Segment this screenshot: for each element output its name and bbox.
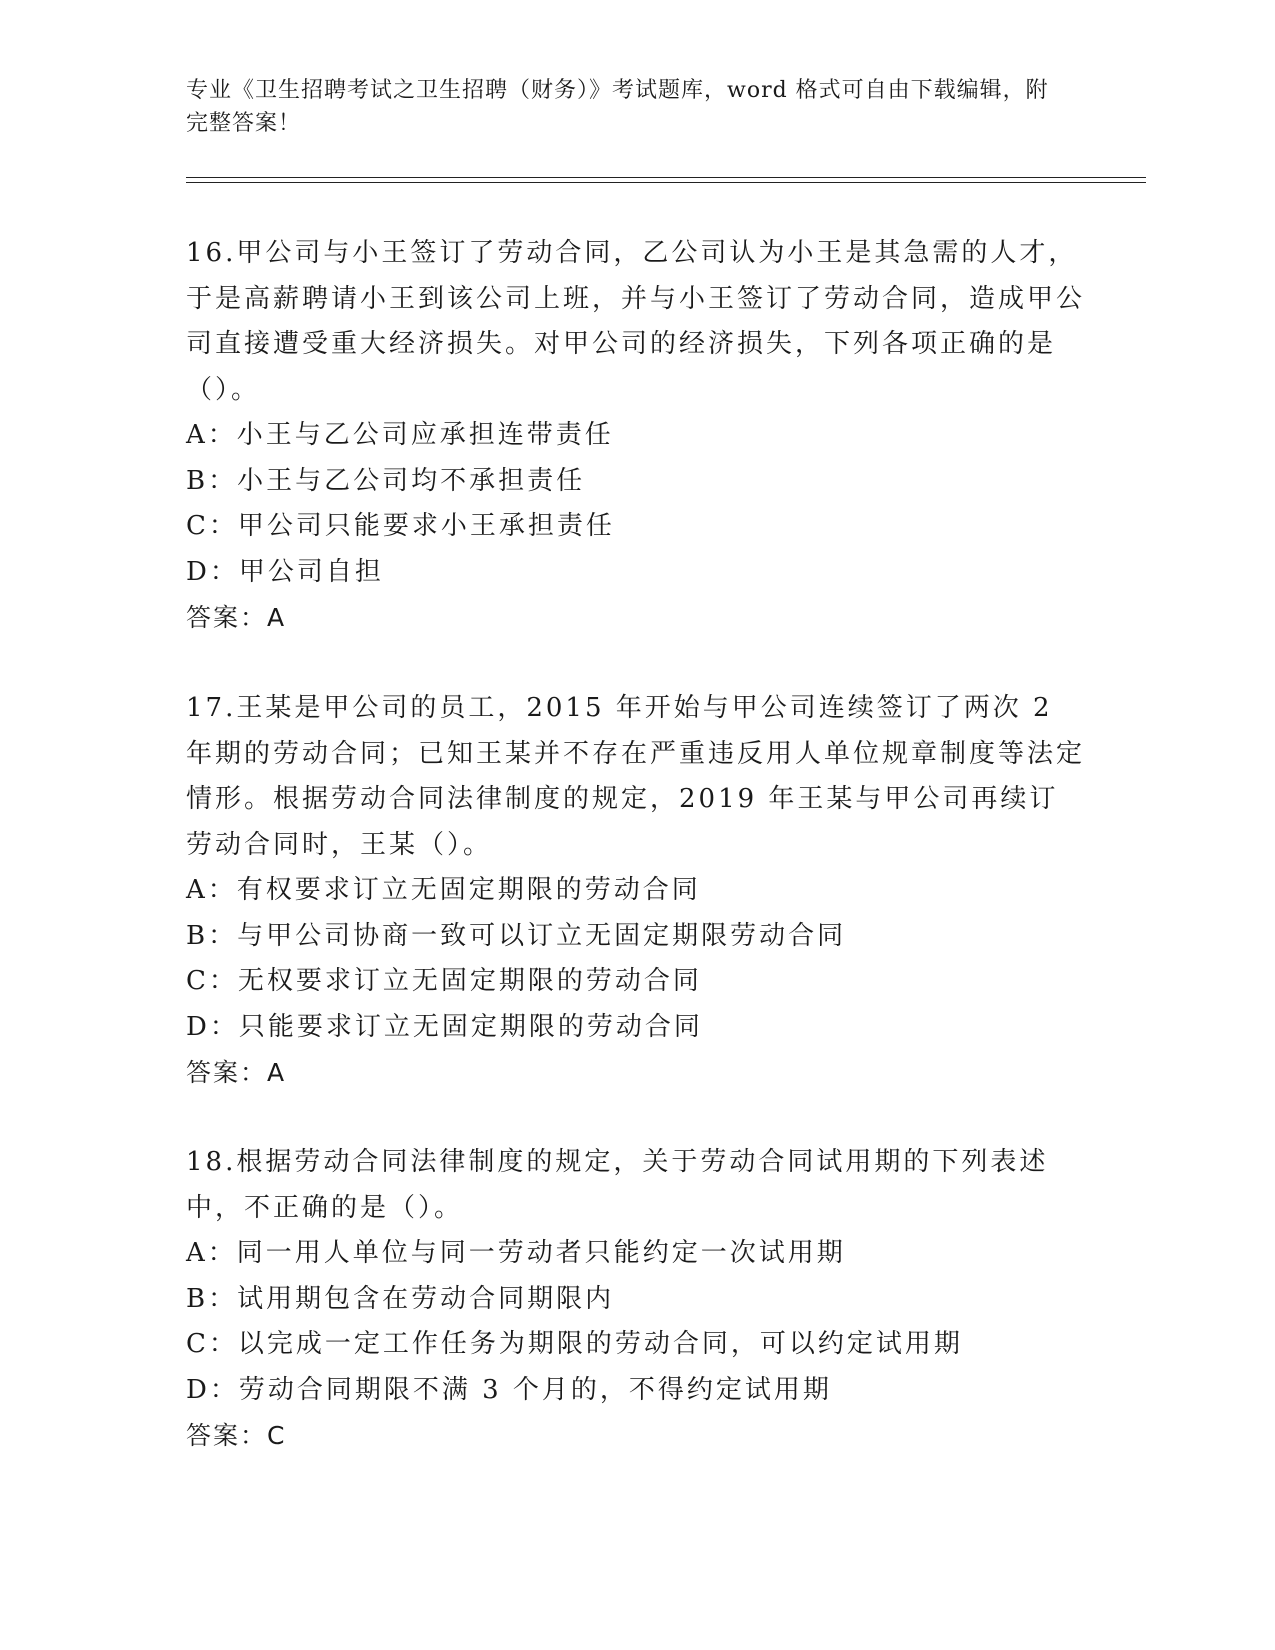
option-c: C：无权要求订立无固定期限的劳动合同: [186, 966, 702, 996]
question-stem: 16.甲公司与小王签订了劳动合同，乙公司认为小王是其急需的人才，于是高薪聘请小王到该公司上班，并与小王签订了劳动合同，造成甲公司直接遭受重大经济损失。对甲公司的经济损失，下列各项正确的是（）。: [186, 238, 1086, 405]
answer-label: 答案：A: [186, 603, 287, 632]
option-a: A：小王与乙公司应承担连带责任: [186, 420, 614, 450]
question-16: [186, 231, 1086, 641]
option-c: C：甲公司只能要求小王承担责任: [186, 511, 615, 541]
question-17: [186, 686, 1086, 1096]
option-b: B：与甲公司协商一致可以订立无固定期限劳动合同: [186, 920, 847, 951]
option-b: B：小王与乙公司均不承担责任: [186, 465, 586, 496]
option-c: C：以完成一定工作任务为期限的劳动合同，可以约定试用期: [186, 1329, 963, 1359]
option-a: A：同一用人单位与同一劳动者只能约定一次试用期: [186, 1238, 846, 1268]
answer-label: 答案：C: [186, 1421, 287, 1450]
question-stem: 17.王某是甲公司的员工，2015 年开始与甲公司连续签订了两次 2 年期的劳动合同；已知王某并不存在严重违反用人单位规章制度等法定情形。根据劳动合同法律制度的规定，2019 年王某与甲公司再续订劳动合同时，王某（）。: [186, 693, 1086, 860]
option-d: D：只能要求订立无固定期限的劳动合同: [186, 1011, 703, 1042]
document-header: 专业《卫生招聘考试之卫生招聘（财务）》考试题库，word 格式可自由下载编辑，附完整答案！: [186, 78, 1049, 136]
option-a: A：有权要求订立无固定期限的劳动合同: [186, 875, 701, 905]
question-18: [186, 1140, 1086, 1459]
option-d: D：甲公司自担: [186, 556, 384, 587]
answer-label: 答案：A: [186, 1058, 287, 1087]
option-b: B：试用期包含在劳动合同期限内: [186, 1283, 615, 1314]
header-divider-top: [186, 177, 1146, 178]
header-divider-bottom: [186, 182, 1146, 183]
option-d: D：劳动合同期限不满 3 个月的，不得约定试用期: [186, 1374, 832, 1405]
question-stem: 18.根据劳动合同法律制度的规定，关于劳动合同试用期的下列表述中，不正确的是（）。: [186, 1147, 1049, 1223]
